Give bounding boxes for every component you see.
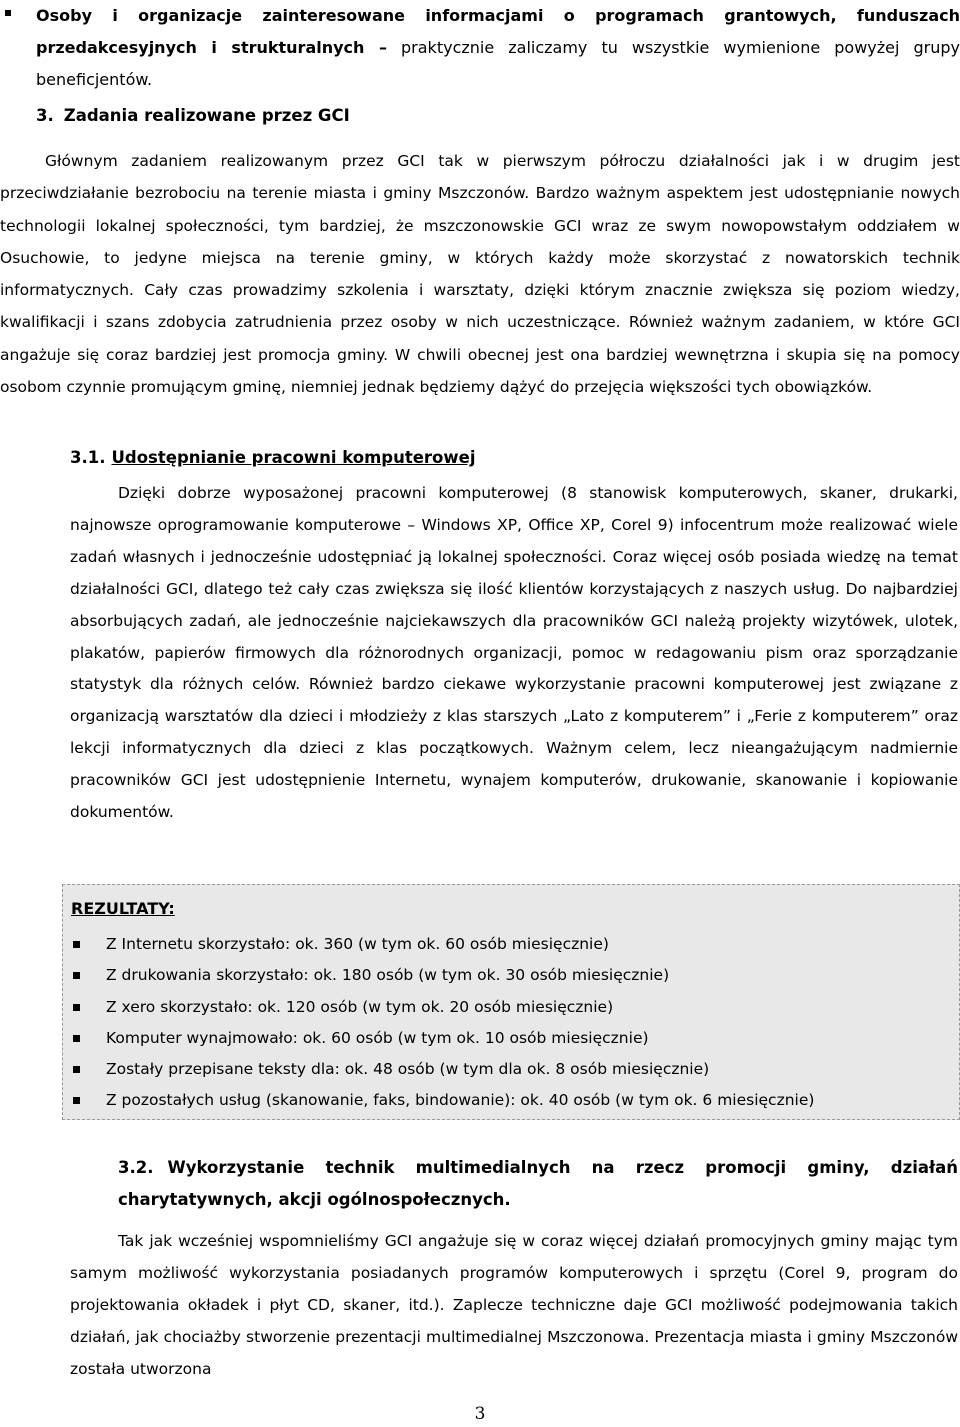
square-bullet-icon [5,10,11,16]
list-item-text: Z Internetu skorzystało: ok. 360 (w tym ok. 60 osób miesięcznie) [106,935,609,953]
results-box [62,884,960,1120]
intro-bullet [0,0,960,96]
intro-normal-text: praktycznie zaliczamy tu wszystkie wymienione powyżej grupy beneficjentów. [36,38,960,89]
page-number: 3 [474,1404,486,1424]
section-3-title: Zadania realizowane przez GCI [63,106,350,125]
intro-bold-text: Osoby i organizacje zainteresowane informacjami o programach grantowych, funduszach przedakcesyjnych i strukturalnych – [36,6,960,57]
section-3-number: 3. [36,106,54,125]
list-item [63,960,814,991]
list-item [63,1054,814,1085]
section-3-heading [36,106,350,125]
section-3-1-paragraph: Dzięki dobrze wyposażonej pracowni komputerowej (8 stanowisk komputerowych, skaner, drukarki, najnowsze oprogramowanie komputerowe – Windows XP, Office XP, Corel 9) infocentrum może realizować wiele zadań własnych i jednocześnie udostępniać ją lokalnej społeczności. Coraz więcej osób posiada wiedzę na temat działalności GCI, dlatego też cały czas zwiększa się ilość klientów korzystających z naszych usług. Do najbardziej absorbujących zadań, ale jednocześnie najciekawszych dla pracowników GCI należą projekty wizytówek, ulotek, plakatów, papierów firmowych dla różnorodnych organizacji, pomoc w redagowaniu pism oraz sporządzanie statystyk dla różnych celów. Również bardzo ciekawe wykorzystanie pracowni komputerowej jest związane z organizacją warsztatów dla dzieci i młodzieży z klas starszych „Lato z komputerem” i „Ferie z komputerem” oraz lekcji informatycznych dla dzieci z klas początkowych. Ważnym celem, lecz nieangażującym nadmiernie pracowników GCI jest udostępnienie Internetu, wynajem komputerów, drukowanie, skanowanie i kopiowanie dokumentów. [70,484,958,822]
section-3-2-number: 3.2. [118,1158,154,1177]
intro-paragraph [36,0,960,96]
list-item [63,1085,814,1116]
section-3-2-paragraph: Tak jak wcześniej wspomnieliśmy GCI angażuje się w coraz więcej działań promocyjnych gminy mając tym samym możliwość wykorzystania posiadanych programów komputerowych i sprzętu (Corel 9, program do projektowania okładek i płyt CD, skaner, itd.). Zaplecze techniczne daje GCI możliwość podejmowania takich działań, jak chociażby stworzenie prezentacji multimedialnej Mszczonowa. Prezentacja miasta i gminy Mszczonów została utworzona [70,1232,958,1378]
list-item-text: Zostały przepisane teksty dla: ok. 48 osób (w tym dla ok. 8 osób miesięcznie) [106,1060,710,1079]
square-bullet-icon [73,1035,80,1042]
list-item-text: Z pozostałych usług (skanowanie, faks, bindowanie): ok. 40 osób (w tym ok. 6 miesięcznie) [106,1091,815,1110]
results-title: REZULTATY: [71,899,175,918]
list-item [63,992,814,1023]
square-bullet-icon [73,1066,80,1073]
square-bullet-icon [73,941,80,948]
section-3-1-heading [70,448,475,467]
square-bullet-icon [73,972,80,979]
section-3-2-title: Wykorzystanie technik multimedialnych na rzecz promocji gminy, działań charytatywnych, akcji ogólnospołecznych. [118,1158,958,1209]
section-3-paragraph: Głównym zadaniem realizowanym przez GCI tak w pierwszym półroczu działalności jak i w drugim jest przeciwdziałanie bezrobociu na terenie miasta i gminy Mszczonów. Bardzo ważnym aspektem jest udostępnianie nowych technologii lokalnej społeczności, tym bardziej, że mszczonowskie GCI wraz ze swym nowopowstałym oddziałem w Osuchowie, to jedyne miejsca na terenie gminy, w których każdy może skorzystać z nowatorskich technik informatycznych. Cały czas prowadzimy szkolenia i warsztaty, dzięki którym znacznie zwiększa się poziom wiedzy, kwalifikacji i szans zdobycia zatrudnienia przez osoby w nich uczestniczące. Również ważnym zadaniem, w które GCI angażuje się coraz bardziej jest promocja gminy. W chwili obecnej jest ona bardziej wewnętrzna i skupia się na pomocy osobom czynnie promującym gminę, niemniej jednak będziemy dążyć do przejęcia większości tych obowiązków. [0,152,960,397]
section-3-1-title: Udostępnianie pracowni komputerowej [111,448,476,467]
list-item-text: Z xero skorzystało: ok. 120 osób (w tym ok. 20 osób miesięcznie) [106,997,614,1016]
list-item-text: Z drukowania skorzystało: ok. 180 osób (w tym ok. 30 osób miesięcznie) [106,966,670,985]
square-bullet-icon [73,1004,80,1011]
list-item [63,1023,814,1054]
square-bullet-icon [73,1097,80,1104]
results-list [63,929,814,1117]
section-3-2-heading [118,1152,958,1215]
section-3-1-number: 3.1. [70,448,106,467]
list-item-text: Komputer wynajmowało: ok. 60 osób (w tym ok. 10 osób miesięcznie) [106,1028,649,1047]
list-item [63,929,814,960]
